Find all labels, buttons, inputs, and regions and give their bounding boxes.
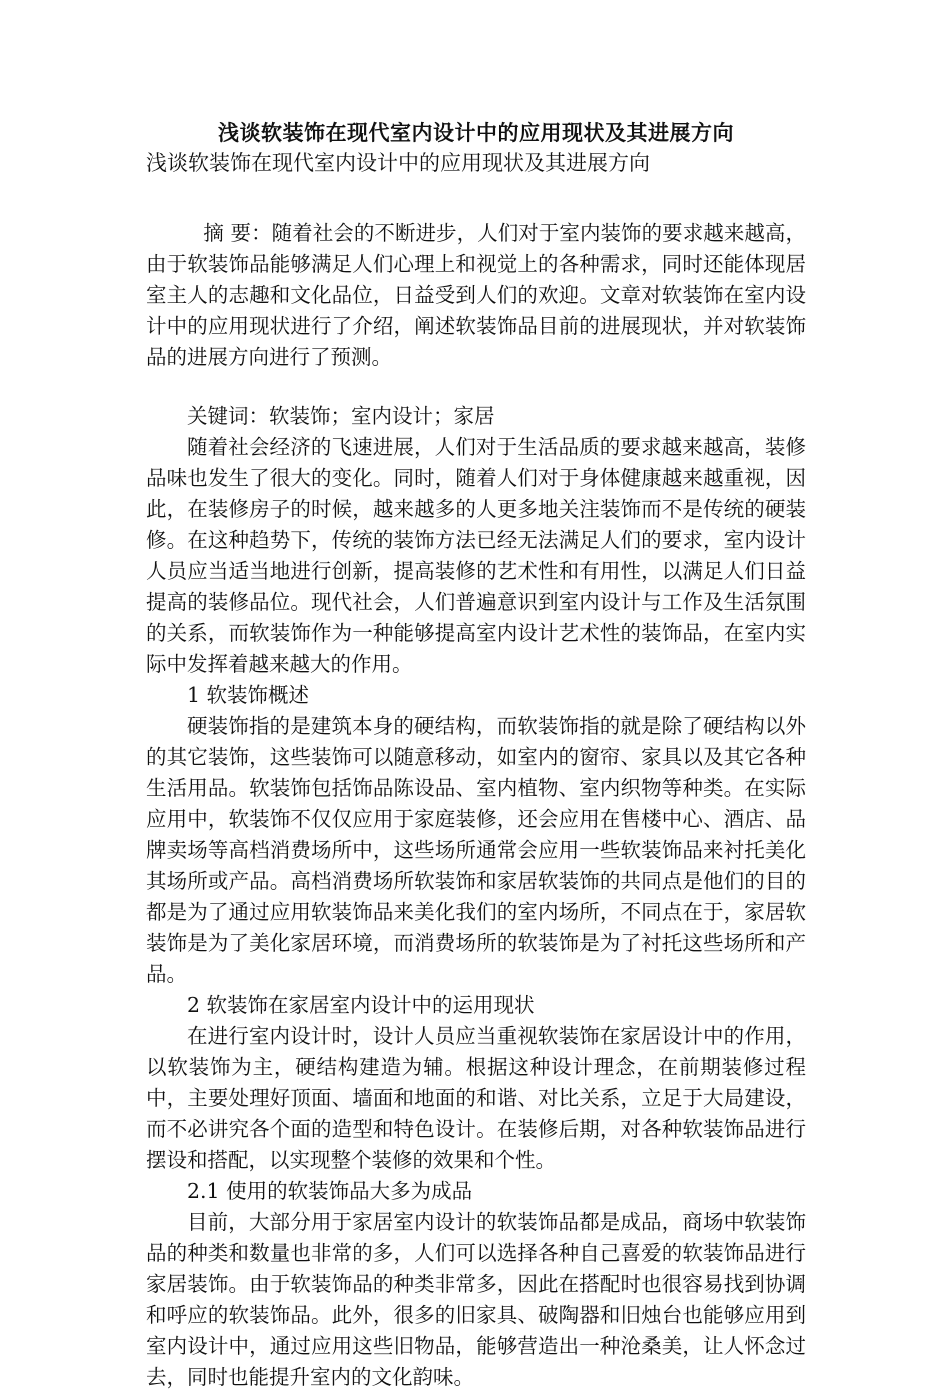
document-subtitle: 浅谈软装饰在现代室内设计中的应用现状及其进展方向 <box>146 151 650 175</box>
document-title: 浅谈软装饰在现代室内设计中的应用现状及其进展方向 <box>218 120 734 145</box>
document-page <box>146 118 806 1393</box>
intro-paragraph: 随着社会经济的飞速进展，人们对于生活品质的要求越来越高，装修品味也发生了很大的变化。同时，随着人们对于身体健康越来越重视，因此，在装修房子的时候，越来越多的人更多地关注装饰而不是传统的硬装修。在这种趋势下，传统的装饰方法已经无法满足人们的要求，室内设计人员应当适当地进行创新，提高装修的艺术性和有用性，以满足人们日益提高的装修品位。现代社会，人们普遍意识到室内设计与工作及生活氛围的关系，而软装饰作为一种能够提高室内设计艺术性的装饰品，在室内实际中发挥着越来越大的作用。 <box>146 435 806 676</box>
section-2-heading: 2 软装饰在家居室内设计中的运用现状 <box>187 993 535 1017</box>
keywords-line: 关键词：软装饰；室内设计；家居 <box>187 404 495 428</box>
abstract-paragraph <box>146 218 806 373</box>
abstract-label: 摘 要： <box>203 221 272 245</box>
section-2-1-heading: 2.1 使用的软装饰品大多为成品 <box>187 1179 473 1203</box>
section-2-1-paragraph: 目前，大部分用于家居室内设计的软装饰品都是成品，商场中软装饰品的种类和数量也非常的多，人们可以选择各种自己喜爱的软装饰品进行家居装饰。由于软装饰品的种类非常多，因此在搭配时也很容易找到协调和呼应的软装饰品。此外，很多的旧家具、破陶器和旧烛台也能够应用到室内设计中，通过应用这些旧物品，能够营造出一种沧桑美，让人怀念过去，同时也能提升室内的文化韵味。 <box>146 1210 806 1389</box>
section-1-paragraph: 硬装饰指的是建筑本身的硬结构，而软装饰指的就是除了硬结构以外的其它装饰，这些装饰可以随意移动，如室内的窗帘、家具以及其它各种生活用品。软装饰包括饰品陈设品、室内植物、室内织物等种类。在实际应用中，软装饰不仅仅应用于家庭装修，还会应用在售楼中心、酒店、品牌卖场等高档消费场所中，这些场所通常会应用一些软装饰品来衬托美化其场所或产品。高档消费场所软装饰和家居软装饰的共同点是他们的目的都是为了通过应用软装饰品来美化我们的室内场所，不同点在于，家居软装饰是为了美化家居环境，而消费场所的软装饰是为了衬托这些场所和产品。 <box>146 714 806 986</box>
abstract-text: 随着社会的不断进步，人们对于室内装饰的要求越来越高，由于软装饰品能够满足人们心理上和视觉上的各种需求，同时还能体现居室主人的志趣和文化品位，日益受到人们的欢迎。文章对软装饰在室内设计中的应用现状进行了介绍，阐述软装饰品目前的进展现状，并对软装饰品的进展方向进行了预测。 <box>146 221 806 369</box>
section-1-heading: 1 软装饰概述 <box>187 683 310 707</box>
section-2-paragraph: 在进行室内设计时，设计人员应当重视软装饰在家居设计中的作用，以软装饰为主，硬结构建造为辅。根据这种设计理念，在前期装修过程中，主要处理好顶面、墙面和地面的和谐、对比关系，立足于大局建设，而不必讲究各个面的造型和特色设计。在装修后期，对各种软装饰品进行摆设和搭配，以实现整个装修的效果和个性。 <box>146 1024 806 1172</box>
